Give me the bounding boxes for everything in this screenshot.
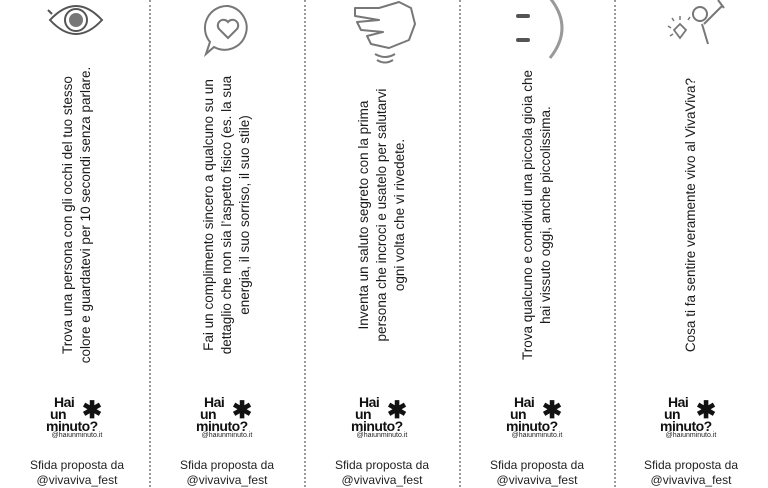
joyful-figure-icon bbox=[614, 0, 768, 72]
challenge-credit: Sfida proposta da @vivaviva_fest bbox=[179, 458, 275, 487]
challenge-credit: Sfida proposta da @vivaviva_fest bbox=[334, 458, 430, 487]
hai-un-minuto-logo: Hai un minuto? ✱ @haiunminuto.it bbox=[614, 396, 768, 442]
challenge-text: Trova una persona con gli occhi del tuo stesso colore e guardatevi per 10 secondi senza parlare. bbox=[60, 66, 93, 364]
logo-handle: @haiunminuto.it bbox=[356, 432, 408, 439]
challenge-card bbox=[614, 0, 768, 487]
hai-un-minuto-logo: Hai un minuto? ✱ @haiunminuto.it bbox=[0, 396, 154, 442]
challenge-credit: Sfida proposta da @vivaviva_fest bbox=[643, 458, 739, 487]
challenge-text: Trova qualcuno e condividi una piccola gioia che hai vissuto oggi, anche piccolissima. bbox=[520, 70, 553, 360]
challenge-card bbox=[0, 0, 154, 487]
logo-handle: @haiunminuto.it bbox=[201, 432, 253, 439]
logo-handle: @haiunminuto.it bbox=[665, 432, 717, 439]
challenge-card bbox=[150, 0, 304, 487]
hai-un-minuto-logo: Hai un minuto? ✱ @haiunminuto.it bbox=[150, 396, 304, 442]
eye-icon bbox=[0, 0, 154, 72]
challenge-credit: Sfida proposta da @vivaviva_fest bbox=[29, 458, 125, 487]
hai-un-minuto-logo: Hai un minuto? ✱ @haiunminuto.it bbox=[305, 396, 459, 442]
heart-speech-bubble-icon bbox=[150, 0, 304, 72]
smiley-face-icon bbox=[460, 0, 614, 72]
challenge-text: Cosa ti fa sentire veramente vivo al VivaViva? bbox=[683, 77, 698, 353]
waving-hand-icon bbox=[305, 0, 459, 72]
challenge-text: Fai un complimento sincero a qualcuno su un dettaglio che non sia l’aspetto fisico (es. la sua energia, il suo sorriso, il suo stile) bbox=[201, 75, 252, 355]
logo-handle: @haiunminuto.it bbox=[51, 432, 103, 439]
challenge-card bbox=[460, 0, 614, 487]
challenge-credit: Sfida proposta da @vivaviva_fest bbox=[489, 458, 585, 487]
challenge-card bbox=[305, 0, 459, 487]
logo-handle: @haiunminuto.it bbox=[511, 432, 563, 439]
hai-un-minuto-logo: Hai un minuto? ✱ @haiunminuto.it bbox=[460, 396, 614, 442]
challenge-text: Inventa un saluto segreto con la prima persona che incroci e usatelo per salutarvi ogni volta che vi rivedete. bbox=[356, 88, 407, 342]
